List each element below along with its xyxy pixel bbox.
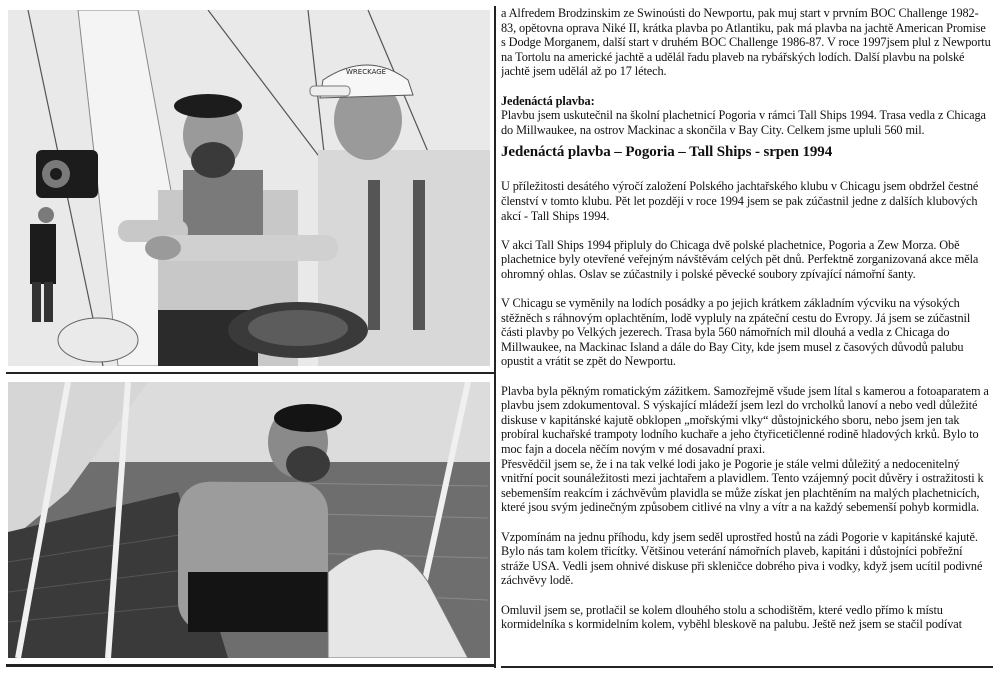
paragraph: V Chicagu se vyměnily na lodích posádky a po jejich krátkem základním výcviku na výsokých stěžněch s ráhnovým oplachtěním, lodě vypluly na zpáteční cestu do Evropy. Já jsem se zúčastnil části plavby po Velkých jezerech. Trasa byla 560 námořních mil dlouhá a vedla z Chicaga do Millwaukee, na Mackinac Island a dále do Bay City, kde jsem musel z časových důvodů palubu opustit a vrátit se zpět do Newportu.: [501, 296, 971, 369]
photo-sailor-on-deck-image: [8, 382, 490, 658]
photo-bottom-rule: [6, 664, 494, 667]
paragraph: Přesvědčil jsem se, že i na tak velké lodi jako je Pogorie je stále velmi důležitý a nedocenitelný vnitřní pocit sounáležitosti mezi jachtařem a plavidlem. Tento vzájemný pocit důvěry i ostražitosti k sebemenším reakcím i záchvěvům plavidla se může získat jen plachtěním na malých plachetnicích, které jsou svým jedinečným způsobem citlivé na vlny a vítr a na každý sebemenší pohyb kormidla.: [501, 456, 984, 515]
photo-sailor-on-deck: [8, 382, 490, 658]
article-text: [501, 6, 993, 666]
text-bottom-rule: [501, 666, 993, 668]
photo-sailors-at-mast: [8, 10, 490, 366]
paragraph: V akci Tall Ships 1994 připluly do Chicaga dvě polské plachetnice, Pogoria a Zew Morza. Obě plachetnice byly otevřené veřejným návštěvám celých pět dnů. Perfektně zorganizovaná akce měla ohromný ohlas. Oslav se zúčastnily i polské pěvecké soubory zpívající námořní šanty.: [501, 237, 979, 281]
paragraph: Plavba byla pěkným romatickým zážitkem. Samozřejmě všude jsem lítal s kamerou a fotoaparatem a plavbu jsem zdokumentoval. S výskající mládeží jsem lezl do vrcholků lanoví a nebo vedl důležité diskuse v kapitánské kajutě obklopen „mořskými vlky“ důstojnického sboru, nebo jsem jen tak probíral kuchařské trampoty lodního kuchaře a jeho čtyřicetičlenné rodině hladových krků. Bylo to moc fajn a docela něčím novým v mé dosavadní praxi.: [501, 383, 989, 457]
column-divider: [494, 6, 496, 668]
winch: [36, 150, 98, 198]
paragraph: Omluvil jsem se, protlačil se kolem dlouhého stolu a schodištěm, které vedlo přímo k místu kormidelníka s kormidelním kolem, vyběhl bleskově na palubu. Ještě než jsem se stačil podívat: [501, 602, 962, 632]
cap-logo: WRECKAGE: [346, 68, 387, 76]
paragraph: U příležitosti desátého výročí založení Polského jachtařského klubu v Chicagu jsem obdržel čestné členství v tomto klubu. Pět let později v roce 1994 jsem se pak zúčastnil jedne z dalších klubových akcí - Tall Ships 1994.: [501, 179, 979, 223]
eleventh-summary: Plavbu jsem uskutečnil na školní plachetnicí Pogoria v rámci Tall Ships 1994. Trasa vedla z Chicaga do Millwaukee, na ostrov Mackinac a skončila v Bay City. Celkem jsme upluli 560 mil.: [501, 108, 986, 137]
intro-paragraph: a Alfredem Brodzinskim ze Swinoústi do Newportu, pak muj start v prvním BOC Challenge 1982-83, opětovna oprava Niké II, krátka plavba po Atlantiku, pak má plavba na jachtě American Promise s Dodge Morganem, další start v druhém BOC Challenge 1986-87. V roce 1997jsem plul z Newportu na Tortolu na americké jachtě a udělál řadu plaveb na rybářských lodích. Další plavbu na polské jachtě jsem udělál až po 17 létech.: [501, 6, 991, 79]
section-heading: Jedenáctá plavba – Pogoria – Tall Ships - srpen 1994: [501, 144, 833, 161]
eleventh-label: Jedenáctá plavba:: [501, 93, 595, 108]
photo-sailors-at-mast-image: [8, 10, 490, 366]
photo-divider: [6, 372, 494, 374]
block-pulley: [58, 318, 138, 362]
paragraph: Vzpomínám na jednu příhodu, kdy jsem seděl uprostřed hostů na zádi Pogorie v kapitánské kajutě. Bylo nás tam kolem třicítky. Většinou veterání námořních plaveb, kapitáni i důstojníci pobřežní stráže USA. Vedli jsem ohnivé diskuse při skleničce dobrého piva i vodky, když jsem ucítil podivné záchvěvy lodě.: [501, 529, 983, 588]
rope-coil: [228, 302, 368, 358]
